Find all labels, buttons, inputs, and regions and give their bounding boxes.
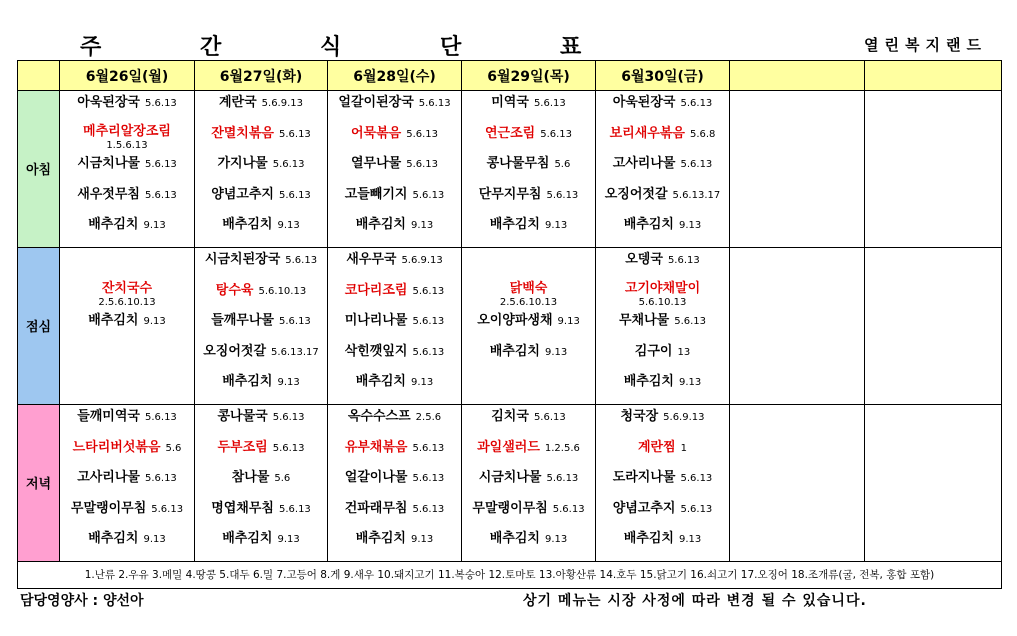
menu-item [596, 500, 729, 531]
dish-name: 배추김치 [222, 374, 273, 390]
menu-item [596, 155, 729, 186]
menu-item [596, 343, 729, 374]
dish-name: 건파래무침 [344, 500, 408, 516]
dish-name: 열무나물 [350, 156, 402, 172]
menu-item [195, 186, 327, 217]
title-char: 식 [320, 35, 342, 60]
menu-item [462, 155, 595, 186]
allergen-codes: 5.6.13 [272, 411, 305, 423]
allergen-codes: 5.6.13 [546, 473, 579, 485]
dish-name: 잔멸치볶음 [211, 125, 274, 141]
allergen-codes: 5.6.13 [412, 503, 445, 515]
allergen-codes: 9.13 [410, 377, 434, 389]
dietitian-name: 담당영양사 : 양선아 [20, 593, 144, 609]
menu-item [60, 500, 194, 531]
allergen-codes: 5.6.9.13 [663, 411, 705, 423]
allergen-codes: 5.6 [274, 473, 291, 485]
menu-item [328, 439, 461, 470]
dish-name: 배추김치 [355, 217, 406, 233]
allergen-codes: 5.6.13.17 [672, 189, 721, 201]
menu-item [195, 251, 327, 282]
dish-name: 시금치된장국 [204, 251, 281, 267]
allergen-codes: 9.13 [557, 316, 580, 328]
allergen-codes: 5.6.13 [406, 128, 439, 140]
menu-cell [596, 247, 730, 404]
dish-name: 얼갈이된장국 [338, 95, 414, 110]
allergen-codes: 9.13 [277, 534, 300, 546]
dish-name: 오징어젓갈 [604, 186, 668, 202]
allergen-codes: 5.6.13 [272, 442, 305, 454]
menu-cell [328, 91, 462, 248]
dish-name: 콩나물무침 [486, 156, 550, 172]
allergen-codes: 9.13 [678, 220, 702, 232]
menu-item [60, 125, 194, 156]
dish-name: 오이양파생채 [477, 313, 553, 329]
allergen-codes: 5.6.13 [412, 442, 445, 454]
menu-item [60, 216, 194, 247]
menu-cell [328, 404, 462, 561]
dish-name: 아욱된장국 [612, 95, 676, 110]
allergen-codes: 5.6.10.13 [258, 285, 307, 297]
dish-name: 무말랭이무침 [70, 500, 147, 516]
menu-item [462, 282, 595, 313]
header-corner [18, 61, 60, 91]
menu-item [596, 216, 729, 247]
dish-name: 배추김치 [222, 531, 273, 547]
dish-name: 배추김치 [489, 343, 540, 359]
allergen-codes: 5.6.13 [674, 316, 707, 328]
allergen-codes: 9.13 [678, 377, 702, 389]
allergen-codes: 5.6.10.13 [638, 296, 687, 308]
allergen-codes: 9.13 [143, 220, 166, 232]
dish-name: 김치국 [491, 408, 529, 424]
allergen-codes: 9.13 [143, 316, 166, 328]
menu-item [462, 94, 595, 125]
menu-item [596, 439, 729, 470]
allergen-codes: 2.5.6.10.13 [499, 296, 558, 308]
menu-item [60, 408, 194, 439]
change-notice: 상기 메뉴는 시장 사정에 따라 변경 될 수 있습니다. [523, 593, 867, 609]
dish-name: 새우젓무침 [77, 186, 140, 202]
allergen-codes: 5.6.13 [144, 411, 177, 423]
menu-item [596, 312, 729, 343]
dish-name: 보리새우볶음 [609, 125, 685, 141]
allergen-codes: 5.6.13 [151, 503, 184, 515]
allergen-codes: 5.6.13 [418, 98, 451, 109]
menu-item [328, 94, 461, 125]
menu-item [60, 282, 194, 313]
meal-label: 저녁 [18, 404, 60, 561]
allergen-codes: 5.6 [165, 442, 182, 454]
allergen-codes: 9.13 [544, 534, 568, 546]
menu-item [60, 251, 194, 282]
allergen-codes: 5.6.13 [278, 503, 311, 515]
dish-name: 오뎅국 [625, 251, 663, 267]
menu-item [462, 125, 595, 156]
menu-cell [865, 91, 1002, 248]
menu-item [195, 500, 327, 531]
menu-item [60, 155, 194, 186]
allergen-codes: 5.6.13 [278, 189, 311, 201]
menu-item [596, 282, 729, 313]
menu-item [195, 282, 327, 313]
allergen-codes: 5.6.13 [533, 98, 566, 109]
title-char: 주 [80, 35, 102, 60]
dish-name: 과일샐러드 [477, 439, 540, 455]
allergen-codes: 9.13 [678, 534, 702, 546]
menu-item [596, 530, 729, 561]
menu-cell [596, 91, 730, 248]
dish-name: 배추김치 [623, 531, 674, 547]
allergen-codes: 5.6.13 [144, 159, 177, 171]
menu-item [596, 469, 729, 500]
menu-item [195, 373, 327, 404]
dish-name: 어묵볶음 [350, 125, 402, 141]
allergen-codes: 5.6.13 [680, 98, 713, 109]
menu-cell [60, 404, 195, 561]
dish-name: 코다리조림 [344, 282, 408, 298]
menu-item [60, 312, 194, 343]
allergen-codes: 5.6.13 [144, 473, 177, 485]
dish-name: 삭힌깻잎지 [344, 343, 408, 359]
allergen-codes: 5.6.13 [412, 473, 445, 485]
allergen-codes: 5.6.8 [689, 128, 716, 140]
dish-name: 들깨무나물 [211, 313, 274, 329]
menu-item [195, 530, 327, 561]
dish-name: 배추김치 [355, 374, 406, 390]
menu-item [596, 373, 729, 404]
dish-name: 콩나물국 [217, 408, 268, 424]
menu-item [328, 216, 461, 247]
menu-cell [195, 91, 328, 248]
dish-name: 도라지나물 [612, 470, 676, 486]
day-header [865, 61, 1002, 91]
allergen-codes: 1 [680, 442, 688, 454]
day-header [730, 61, 865, 91]
dish-name: 배추김치 [623, 374, 674, 390]
menu-cell [865, 247, 1002, 404]
allergen-codes: 5.6.13 [285, 254, 318, 266]
menu-cell [730, 404, 865, 561]
dish-name: 오징어젓갈 [203, 343, 267, 359]
weekly-menu-table [17, 60, 1002, 589]
dish-name: 무채나물 [618, 313, 670, 329]
menu-item [328, 186, 461, 217]
dish-name: 미나리나물 [344, 313, 408, 329]
dish-name: 시금치나물 [77, 156, 140, 172]
dish-name: 고사리나물 [77, 470, 140, 486]
dish-name: 단무지무침 [478, 186, 542, 202]
menu-item [328, 408, 461, 439]
menu-item [328, 343, 461, 374]
meal-label: 점심 [18, 247, 60, 404]
day-header: 6월26일(월) [60, 61, 195, 91]
title-char: 간 [200, 35, 222, 60]
allergen-codes: 1.2.5.6 [544, 442, 580, 454]
day-header-row [18, 61, 1002, 91]
menu-item [195, 155, 327, 186]
menu-item [195, 216, 327, 247]
menu-item [596, 125, 729, 156]
menu-item [596, 408, 729, 439]
allergen-codes: 2.5.6 [415, 411, 442, 423]
day-header: 6월30일(금) [596, 61, 730, 91]
day-header: 6월28일(수) [328, 61, 462, 91]
allergen-codes: 9.13 [544, 346, 568, 358]
menu-item [462, 439, 595, 470]
dish-name: 시금치나물 [478, 470, 542, 486]
dish-name: 양념고추지 [211, 186, 274, 202]
dish-name: 고기야채말이 [624, 280, 701, 296]
allergen-codes: 5.6.13 [412, 189, 445, 201]
menu-item [60, 94, 194, 125]
menu-item [462, 500, 595, 531]
menu-cell [730, 247, 865, 404]
day-header: 6월29일(목) [462, 61, 596, 91]
allergen-codes: 5.6.9.13 [261, 98, 304, 109]
dish-name: 배추김치 [489, 217, 540, 233]
allergen-codes: 9.13 [143, 534, 166, 546]
allergen-codes: 5.6.13 [540, 128, 573, 140]
menu-item [462, 469, 595, 500]
dish-name: 아욱된장국 [77, 95, 140, 110]
dish-name: 무말랭이무침 [472, 500, 548, 516]
allergen-legend: 1.난류 2.우유 3.메밀 4.땅콩 5.대두 6.밀 7.고등어 8.게 9.새우 10.돼지고기 11.복숭아 12.토마토 13.아황산류 14.호두 15.닭고기 16.쇠고기 17.오징어 18.조개류(굴, 전복, 홍합 포함) [18, 561, 1002, 588]
menu-item [596, 251, 729, 282]
menu-cell [195, 247, 328, 404]
dish-name: 두부조림 [217, 439, 268, 455]
menu-cell [60, 247, 195, 404]
menu-item [328, 125, 461, 156]
page-title [80, 30, 600, 60]
allergen-codes: 5.6.13 [680, 159, 713, 171]
menu-item [596, 186, 729, 217]
allergen-codes: 5.6.9.13 [401, 254, 443, 266]
allergen-codes: 5.6.13 [412, 285, 445, 297]
allergen-codes: 9.13 [544, 220, 568, 232]
allergen-codes: 5.6.13 [406, 159, 439, 171]
allergen-codes: 5.6 [554, 159, 571, 171]
menu-item [462, 216, 595, 247]
dish-name: 새우무국 [346, 251, 397, 267]
dish-name: 고들빼기지 [344, 186, 408, 202]
dish-name: 미역국 [491, 95, 529, 110]
dish-name: 탕수육 [215, 282, 254, 298]
dinner-row [18, 404, 1002, 561]
menu-item [328, 282, 461, 313]
menu-item [328, 312, 461, 343]
menu-item [195, 469, 327, 500]
allergen-codes: 5.6.13 [144, 189, 177, 201]
menu-item [195, 343, 327, 374]
menu-cell [462, 91, 596, 248]
allergen-codes: 5.6.13 [680, 503, 713, 515]
allergen-codes: 5.6.13 [552, 503, 585, 515]
dish-name: 고사리나물 [612, 156, 676, 172]
allergen-codes: 13 [677, 346, 691, 358]
dish-name: 옥수수스프 [347, 408, 411, 424]
menu-item [195, 408, 327, 439]
dish-name: 얼갈이나물 [344, 470, 408, 486]
organization-name: 열린복지랜드 [864, 36, 987, 54]
menu-cell [730, 91, 865, 248]
menu-cell [60, 91, 195, 248]
allergen-codes: 5.6.13 [680, 473, 713, 485]
dish-name: 연근조림 [484, 125, 536, 141]
title-char: 단 [440, 35, 462, 60]
allergen-codes: 5.6.13.17 [271, 346, 319, 358]
menu-cell [462, 404, 596, 561]
menu-item [462, 312, 595, 343]
menu-item [195, 125, 327, 156]
menu-cell [865, 404, 1002, 561]
menu-cell [328, 247, 462, 404]
lunch-row [18, 247, 1002, 404]
allergen-codes: 5.6.13 [412, 346, 445, 358]
day-header: 6월27일(화) [195, 61, 328, 91]
menu-item [596, 94, 729, 125]
allergen-codes: 5.6.13 [278, 128, 311, 140]
allergen-codes: 9.13 [277, 220, 300, 232]
dish-name: 메추리알장조림 [83, 123, 171, 139]
menu-item [328, 469, 461, 500]
menu-item [462, 186, 595, 217]
dish-name: 참나물 [231, 470, 270, 486]
allergen-codes: 5.6.13 [272, 159, 305, 171]
menu-item [328, 500, 461, 531]
dish-name: 계란찜 [637, 439, 676, 455]
breakfast-row [18, 91, 1002, 248]
dish-name: 김구이 [634, 343, 673, 359]
meal-label: 아침 [18, 91, 60, 248]
dish-name: 느타리버섯볶음 [72, 439, 161, 455]
menu-item [328, 373, 461, 404]
allergen-codes: 5.6.13 [144, 98, 177, 109]
dish-name: 배추김치 [88, 531, 139, 547]
menu-item [328, 155, 461, 186]
allergen-codes: 5.6.13 [412, 316, 445, 328]
menu-item [462, 408, 595, 439]
dish-name: 배추김치 [222, 217, 273, 233]
dish-name: 배추김치 [88, 217, 139, 233]
allergen-codes: 5.6.13 [278, 316, 311, 328]
menu-item [195, 94, 327, 125]
dish-name: 명엽채무침 [211, 500, 274, 516]
dish-name: 유부채볶음 [344, 439, 408, 455]
menu-item [60, 530, 194, 561]
dish-name: 닭백숙 [509, 280, 548, 296]
menu-item [60, 186, 194, 217]
dish-name: 잔치국수 [101, 280, 153, 296]
menu-cell [195, 404, 328, 561]
menu-item [462, 530, 595, 561]
dish-name: 들깨미역국 [77, 408, 140, 424]
menu-cell [596, 404, 730, 561]
menu-item [60, 439, 194, 470]
dish-name: 청국장 [620, 408, 659, 424]
menu-item [462, 251, 595, 282]
menu-item [195, 439, 327, 470]
dish-name: 양념고추지 [612, 500, 676, 516]
dish-name: 계란국 [218, 95, 257, 110]
menu-item [328, 251, 461, 282]
menu-item [195, 312, 327, 343]
menu-item [328, 530, 461, 561]
menu-item [462, 343, 595, 374]
allergen-codes: 5.6.13 [533, 411, 566, 423]
dish-name: 가지나물 [217, 156, 268, 172]
title-char: 표 [560, 35, 582, 60]
dish-name: 배추김치 [355, 531, 406, 547]
allergen-codes: 5.6.13 [546, 189, 579, 201]
menu-item [60, 469, 194, 500]
dish-name: 배추김치 [88, 313, 139, 329]
menu-cell [462, 247, 596, 404]
allergen-codes: 5.6.13 [667, 254, 700, 266]
allergen-codes: 9.13 [410, 534, 434, 546]
allergen-codes: 9.13 [277, 377, 300, 389]
allergen-codes: 1.5.6.13 [106, 139, 148, 151]
allergen-codes: 2.5.6.10.13 [98, 296, 156, 308]
dish-name: 배추김치 [489, 531, 540, 547]
dish-name: 배추김치 [623, 217, 674, 233]
allergen-codes: 9.13 [410, 220, 434, 232]
